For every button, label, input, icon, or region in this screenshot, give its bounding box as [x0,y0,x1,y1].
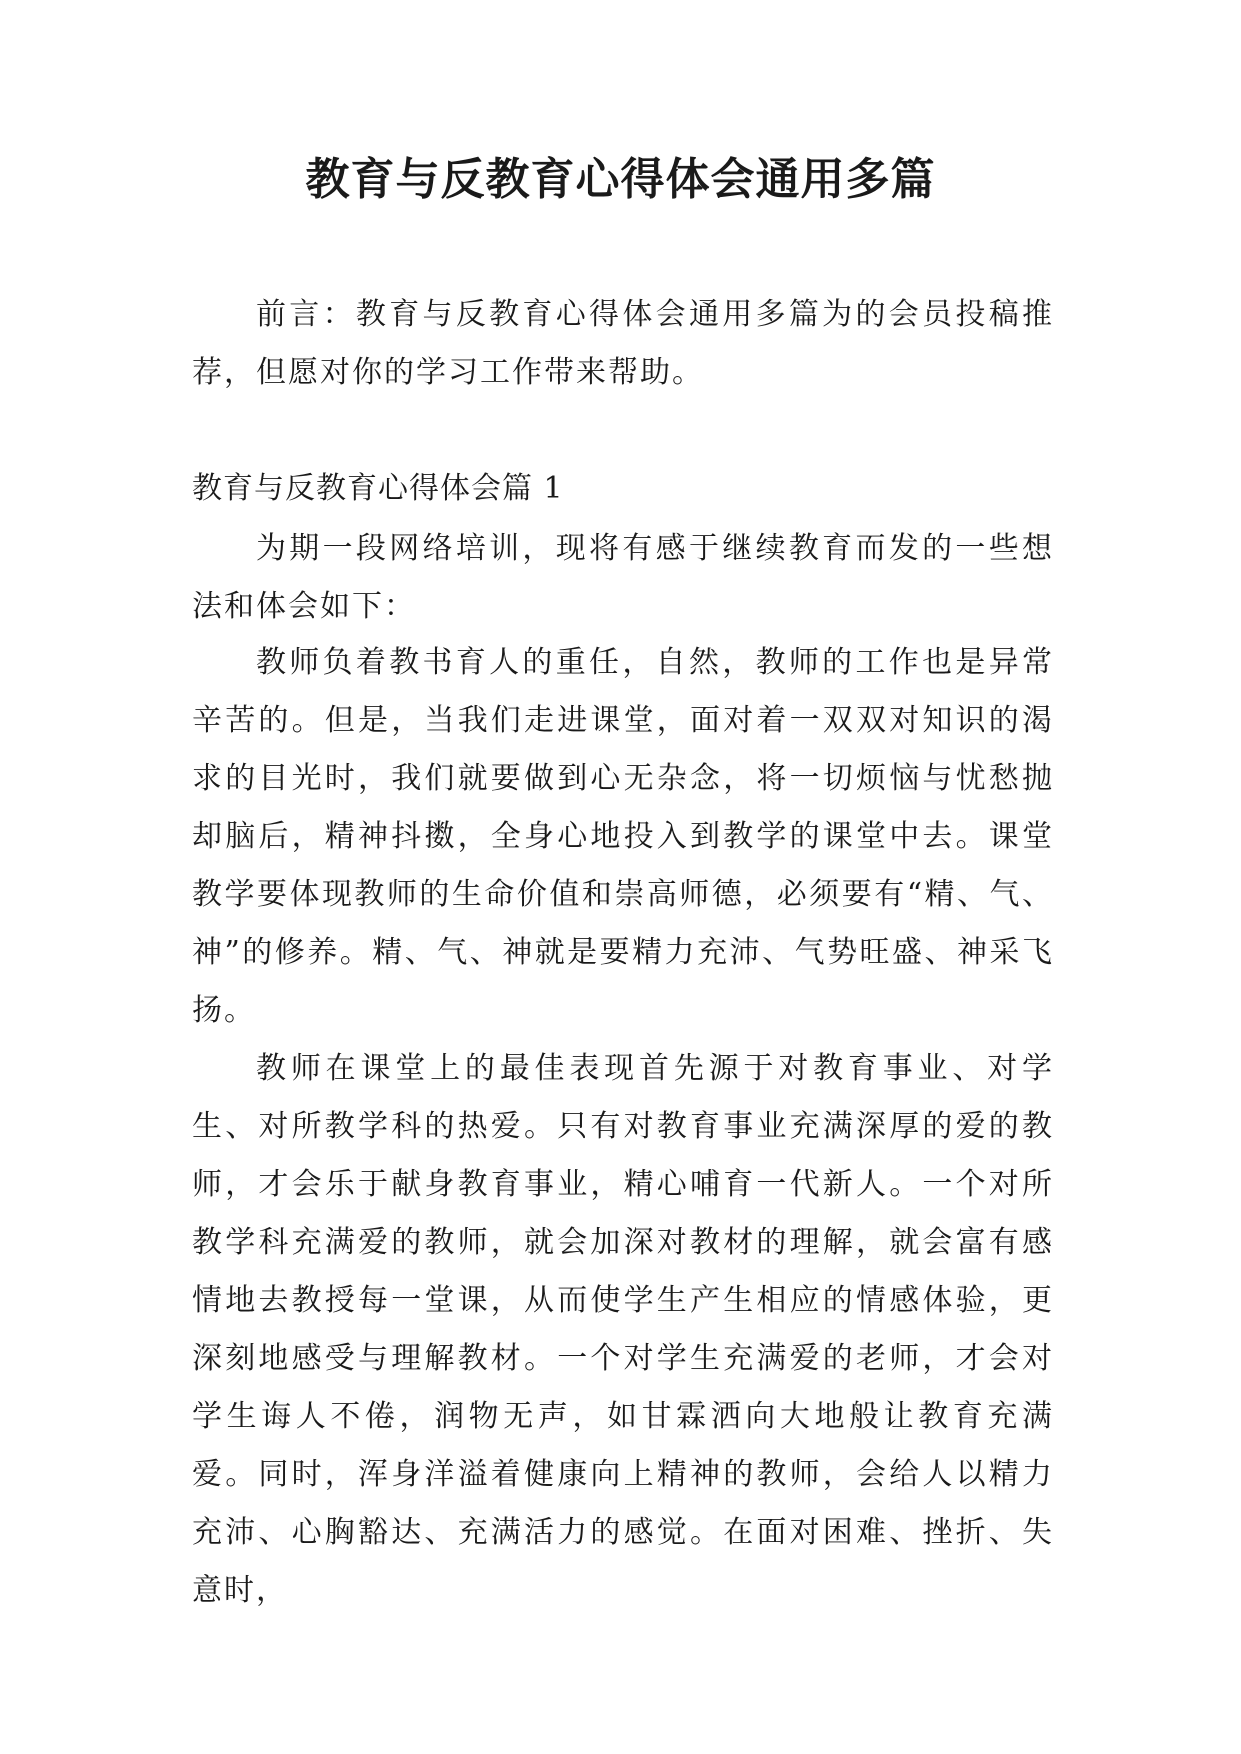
body-paragraph: 教师在课堂上的最佳表现首先源于对教育事业、对学生、对所教学科的热爱。只有对教育事业充满深厚的爱的教师，才会乐于献身教育事业，精心哺育一代新人。一个对所教学科充满爱的教师，就会加深对教材的理解，就会富有感情地去教授每一堂课，从而使学生产生相应的情感体验，更深刻地感受与理解教材。一个对学生充满爱的老师，才会对学生诲人不倦，润物无声，如甘霖洒向大地般让教育充满爱。同时，浑身洋溢着健康向上精神的教师，会给人以精力充沛、心胸豁达、充满活力的感觉。在面对困难、挫折、失意时， [192,1051,1054,1608]
body-paragraph: 教师负着教书育人的重任，自然，教师的工作也是异常辛苦的。但是，当我们走进课堂，面对着一双双对知识的渴求的目光时，我们就要做到心无杂念，将一切烦恼与忧愁抛却脑后，精神抖擞，全身心地投入到教学的课堂中去。课堂教学要体现教师的生命价值和崇高师德，必须要有“精、气、神”的修养。精、气、神就是要精力充沛、气势旺盛、神采飞扬。 [192,645,1054,1028]
preface-paragraph: 前言：教育与反教育心得体会通用多篇为的会员投稿推荐，但愿对你的学习工作带来帮助。 [192,297,1054,390]
body-paragraph: 为期一段网络培训，现将有感于继续教育而发的一些想法和体会如下： [192,531,1054,624]
document-title: 教育与反教育心得体会通用多篇 [305,154,936,205]
section-heading: 教育与反教育心得体会篇 1 [192,471,564,506]
